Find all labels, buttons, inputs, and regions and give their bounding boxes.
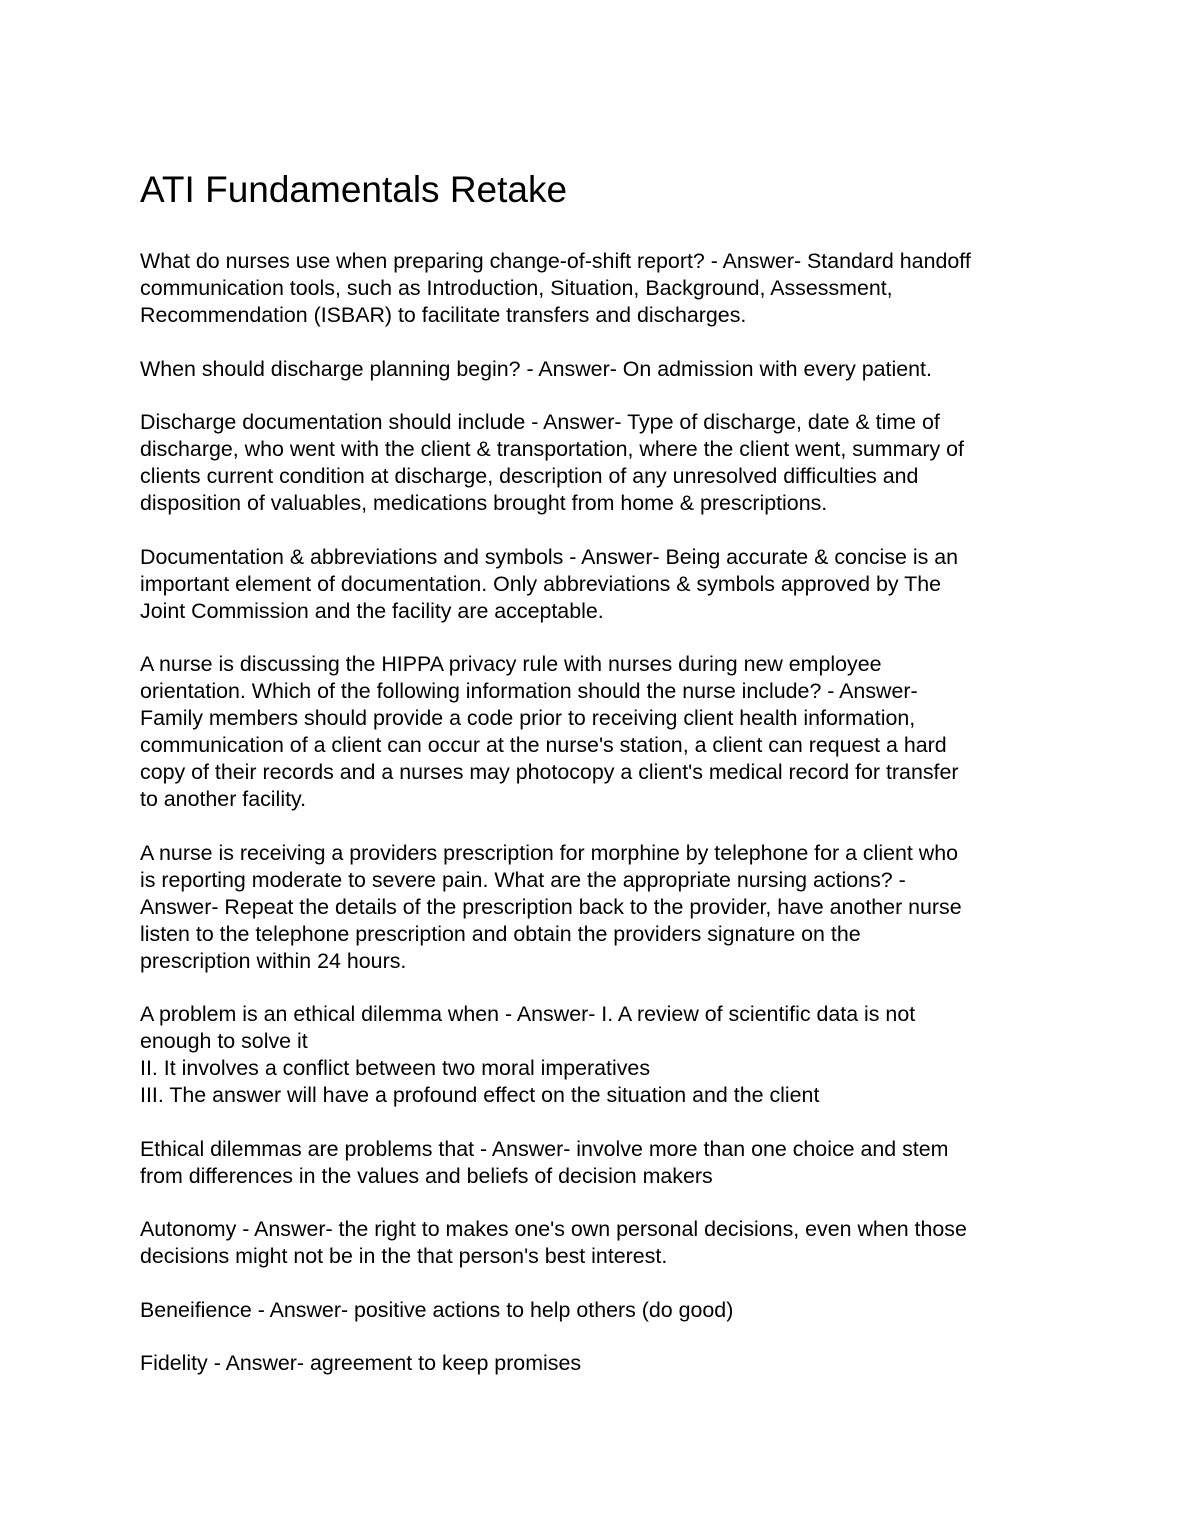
entry-text-line: Joint Commission and the facility are acceptable.	[140, 598, 604, 623]
entry-text-line: copy of their records and a nurses may photocopy a client's medical record for transfer	[140, 760, 959, 784]
entry-text-line: listen to the telephone prescription and obtain the providers signature on the	[140, 921, 861, 946]
entry-text-line: A nurse is receiving a providers prescription for morphine by telephone for a client who	[140, 840, 959, 865]
entry-text-line: is reporting moderate to severe pain. What are the appropriate nursing actions? -	[140, 867, 906, 892]
entry-text-line: A problem is an ethical dilemma when - Answer- I. A review of scientific data is not	[140, 1002, 916, 1026]
entry-text-line: from differences in the values and beliefs of decision makers	[140, 1163, 713, 1188]
entry-text-line: enough to solve it	[140, 1029, 308, 1053]
entry-text-line: important element of documentation. Only abbreviations & symbols approved by The	[140, 571, 941, 596]
qa-entry	[140, 1001, 1060, 1109]
entry-text-line: II. It involves a conflict between two moral imperatives	[140, 1056, 651, 1080]
entry-text-line: Autonomy - Answer- the right to makes one's own personal decisions, even when those	[140, 1217, 967, 1241]
entry-text-line: decisions might not be in the that person's best interest.	[140, 1244, 668, 1268]
document-title: ATI Fundamentals Retake	[140, 169, 568, 210]
qa-entry	[140, 1297, 1060, 1324]
entry-text-line: Documentation & abbreviations and symbols - Answer- Being accurate & concise is an	[140, 544, 959, 569]
entry-text-line: Recommendation (ISBAR) to facilitate transfers and discharges.	[140, 303, 747, 327]
entry-text-line: prescription within 24 hours.	[140, 948, 407, 973]
qa-entry	[140, 356, 1060, 383]
entry-text-line: communication of a client can occur at the nurse's station, a client can request a hard	[140, 733, 947, 757]
entry-text-line: Answer- Repeat the details of the prescription back to the provider, have another nurse	[140, 894, 962, 919]
entry-text-line: What do nurses use when preparing change-of-shift report? - Answer- Standard handoff	[140, 249, 971, 273]
entry-text-line: Discharge documentation should include - Answer- Type of discharge, date & time of	[140, 410, 940, 434]
document-page	[140, 168, 1060, 1404]
qa-entry	[140, 544, 1060, 625]
entry-list	[140, 248, 1060, 1377]
entry-text-line: Beneifience - Answer- positive actions to help others (do good)	[140, 1297, 734, 1322]
entry-text-line: communication tools, such as Introduction, Situation, Background, Assessment,	[140, 276, 893, 300]
entry-text-line: disposition of valuables, medications brought from home & prescriptions.	[140, 491, 828, 515]
qa-entry	[140, 1216, 1060, 1270]
entry-text-line: to another facility.	[140, 787, 307, 811]
entry-text-line: Fidelity - Answer- agreement to keep promises	[140, 1351, 582, 1375]
qa-entry	[140, 651, 1060, 813]
qa-entry	[140, 409, 1060, 517]
entry-text-line: A nurse is discussing the HIPPA privacy rule with nurses during new employee	[140, 652, 882, 676]
entry-text-line: orientation. Which of the following information should the nurse include? - Answer-	[140, 679, 918, 703]
entry-text-line: Family members should provide a code prior to receiving client health information,	[140, 706, 916, 730]
entry-text-line: Ethical dilemmas are problems that - Answer- involve more than one choice and stem	[140, 1136, 949, 1161]
entry-text-line: discharge, who went with the client & transportation, where the client went, summary of	[140, 437, 964, 461]
entry-text-line: III. The answer will have a profound effect on the situation and the client	[140, 1083, 820, 1107]
qa-entry	[140, 248, 1060, 329]
entry-text-line: clients current condition at discharge, description of any unresolved difficulties and	[140, 464, 919, 488]
qa-entry	[140, 1136, 1060, 1190]
qa-entry	[140, 1350, 1060, 1377]
qa-entry	[140, 840, 1060, 975]
entry-text-line: When should discharge planning begin? - Answer- On admission with every patient.	[140, 356, 932, 381]
